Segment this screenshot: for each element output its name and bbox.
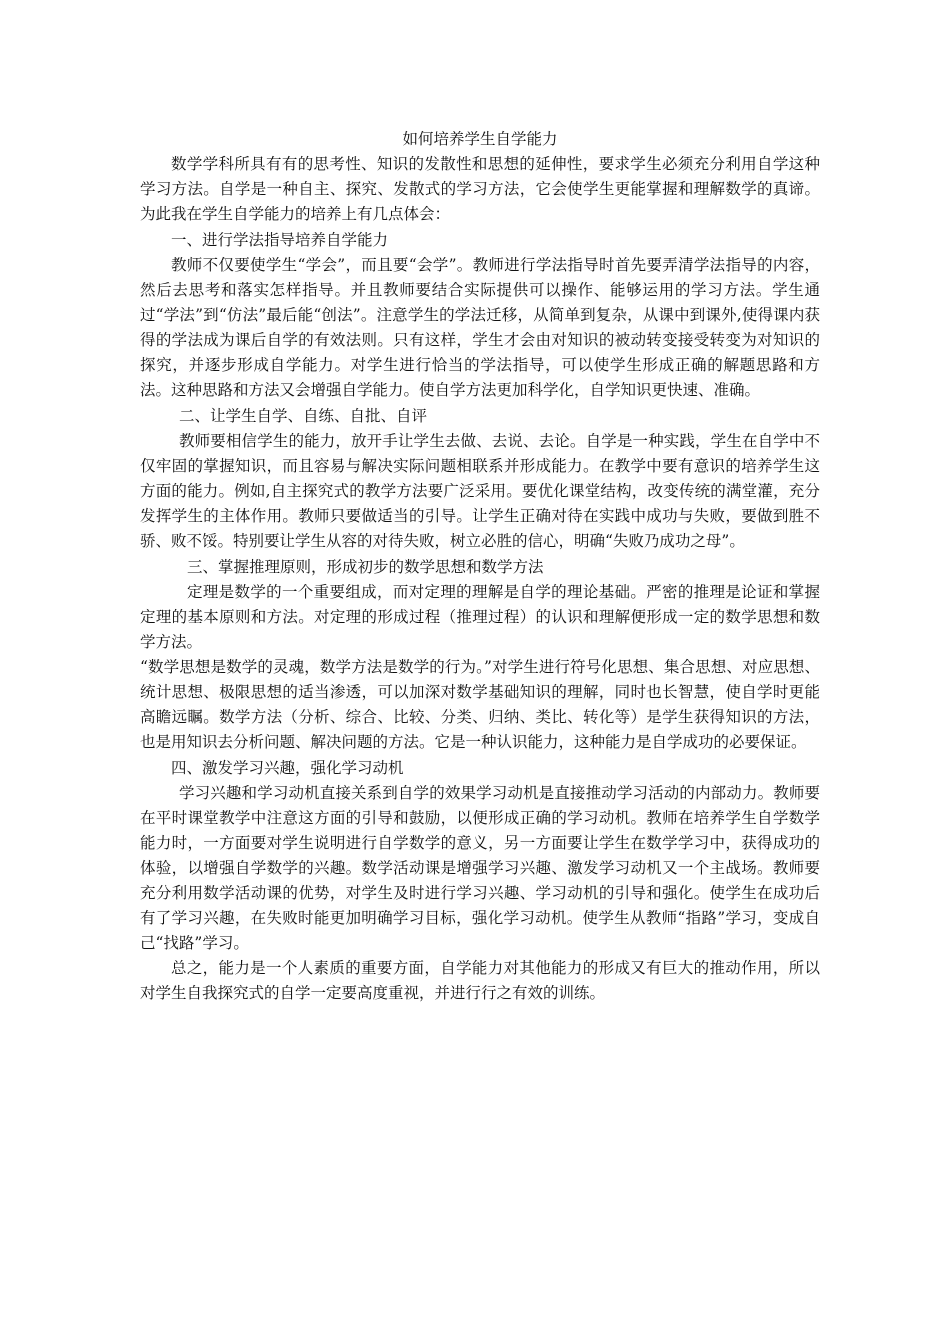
section-2-body: 教师要相信学生的能力，放开手让学生去做、去说、去论。自学是一种实践，学生在自学中不仅牢固的掌握知识，而且容易与解决实际问题相联系并形成能力。在教学中要有意识的培养学生这方面的能力。例如,自主探究式的教学方法要广泛采用。要优化课堂结构，改变传统的满堂灌，充分发挥学生的主体作用。教师只要做适当的引导。让学生正确对待在实践中成功与失败，要做到胜不骄、败不馁。特别要让学生从容的对待失败，树立必胜的信心，明确“失败乃成功之母”。 [140, 432, 820, 550]
section-1-heading: 一、进行学法指导培养自学能力 [171, 231, 389, 249]
section-2-heading: 二、让学生自学、自练、自批、自评 [179, 407, 428, 425]
section-3-body: 定理是数学的一个重要组成，而对定理的理解是自学的理论基础。严密的推理是论证和掌握定理的基本原则和方法。对定理的形成过程（推理过程）的认识和理解便形成一定的数学思想和数学方法。 [140, 583, 820, 651]
section-1-body: 教师不仅要使学生“学会”，而且要“会学”。教师进行学法指导时首先要弄清学法指导的内容，然后去思考和落实怎样指导。并且教师要结合实际提供可以操作、能够运用的学习方法。学生通过“学法”到“仿法”最后能“创法”。注意学生的学法迁移，从简单到复杂，从课中到课外,使得课内获得的学法成为课后自学的有效法则。只有这样，学生才会由对知识的被动转变接受转变为对知识的探究，并逐步形成自学能力。对学生进行恰当的学法指导，可以使学生形成正确的解题思路和方法。这种思路和方法又会增强自学能力。使自学方法更加科学化，自学知识更快速、准确。 [140, 256, 820, 399]
section-4-body: 学习兴趣和学习动机直接关系到自学的效果学习动机是直接推动学习活动的内部动力。教师要在平时课堂教学中注意这方面的引导和鼓励，以便形成正确的学习动机。教师在培养学生自学数学能力时，一方面要对学生说明进行自学数学的意义，另一方面要让学生在数学学习中，获得成功的体验，以增强自学数学的兴趣。数学活动课是增强学习兴趣、激发学习动机又一个主战场。教师要充分利用数学活动课的优势，对学生及时进行学习兴趣、学习动机的引导和强化。使学生在成功后有了学习兴趣，在失败时能更加明确学习目标，强化学习动机。使学生从教师“指路”学习，变成自己“找路”学习。 [140, 784, 820, 952]
document-page [140, 128, 820, 1006]
section-3-heading: 三、掌握推理原则，形成初步的数学思想和数学方法 [187, 558, 544, 576]
section-3-body-2: “数学思想是数学的灵魂，数学方法是数学的行为。”对学生进行符号化思想、集合思想、对应思想、统计思想、极限思想的适当渗透，可以加深对数学基础知识的理解，同时也长智慧，使自学时更能高瞻远瞩。数学方法（分析、综合、比较、分类、归纳、类比、转化等）是学生获得知识的方法，也是用知识去分析问题、解决问题的方法。它是一种认识能力，这种能力是自学成功的必要保证。 [140, 658, 820, 751]
conclusion-paragraph: 总之，能力是一个人素质的重要方面，自学能力对其他能力的形成又有巨大的推动作用，所以对学生自我探究式的自学一定要高度重视，并进行行之有效的训练。 [140, 959, 820, 1002]
section-4-heading: 四、激发学习兴趣，强化学习动机 [171, 759, 404, 777]
document-title: 如何培养学生自学能力 [402, 130, 558, 148]
intro-paragraph: 数学学科所具有有的思考性、知识的发散性和思想的延伸性，要求学生必须充分利用自学这种学习方法。自学是一种自主、探究、发散式的学习方法，它会使学生更能掌握和理解数学的真谛。为此我在学生自学能力的培养上有几点体会： [140, 155, 820, 223]
